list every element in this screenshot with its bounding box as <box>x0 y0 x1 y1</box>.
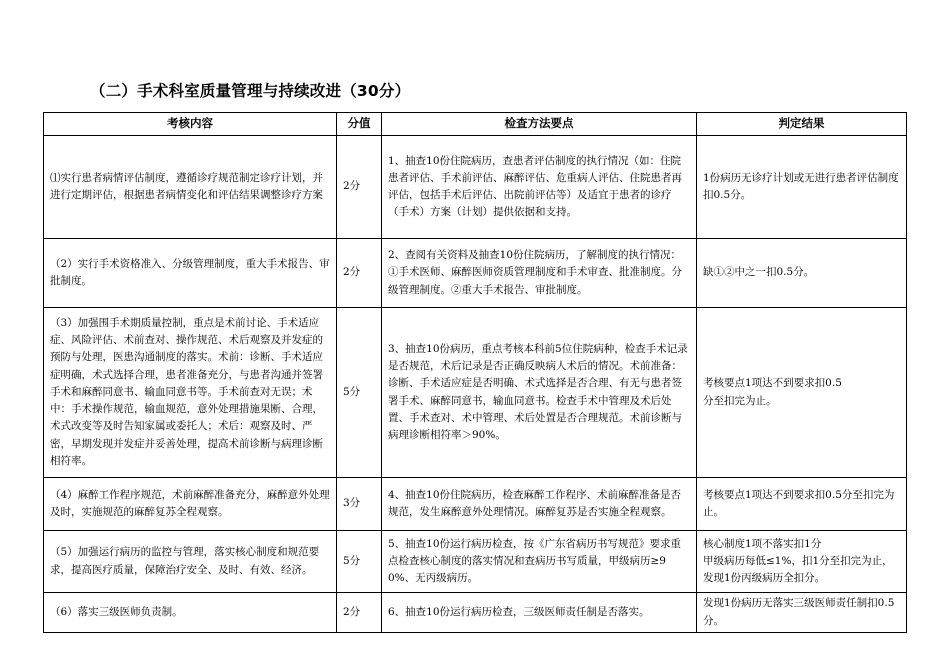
page-title: （二）手术科室质量管理与持续改进（30分） <box>90 82 411 100</box>
row-content: ⑴实行患者病情评估制度，遵循诊疗规范制定诊疗计划，并进行定期评估，根据患者病情变化和评估结果调整诊疗方案 <box>44 136 337 239</box>
row-result <box>697 136 907 239</box>
row-score: 2分 <box>337 136 382 239</box>
row-method: 5、抽查10份运行病历检查，按《广东省病历书写规范》要求重点检查核心制度的落实情况和查病历书写质量，甲级病历≥90%、无丙级病历。 <box>382 531 697 593</box>
table-row <box>44 531 907 593</box>
row-method: 2、查阅有关资料及抽查10份住院病历，了解制度的执行情况：①手术医师、麻醉医师资质管理制度和手术审查、批准制度。分级管理制度。②重大手术报告、审批制度。 <box>382 239 697 308</box>
row-method: 4、抽查10份住院病历，检查麻醉工作程序、术前麻醉准备是否规范，发生麻醉意外处理情况。麻醉复苏是否实施全程观察。 <box>382 478 697 531</box>
row-score: 2分 <box>337 239 382 308</box>
row-score: 2分 <box>337 593 382 633</box>
table-row <box>44 478 907 531</box>
row-content: （5）加强运行病历的监控与管理，落实核心制度和规范要求，提高医疗质量，保障治疗安全、及时、有效、经济。 <box>44 531 337 593</box>
result-line: 核心制度1项不落实扣1分 <box>703 537 822 550</box>
row-content: （2）实行手术资格准入、分级管理制度，重大手术报告、审批制度。 <box>44 239 337 308</box>
result-line: 甲级病历每低≤1%，扣1分至扣完为止，发现1份丙级病历全扣分。 <box>703 554 893 585</box>
row-result <box>697 239 907 308</box>
table-row <box>44 136 907 239</box>
result-line: 缺①②中之一扣0.5分。 <box>703 266 815 279</box>
row-result <box>697 593 907 633</box>
row-content: （3）加强围手术期质量控制，重点是术前讨论、手术适应症、风险评估、术前查对、操作规范、术后观察及并发症的预防与处理，医患沟通制度的落实。术前：诊断、手术适应症明确，术式选择合理，患者准备充分，与患者沟通并签署手术和麻醉同意书、输血同意书等。手术前查对无误；术中：手术操作规范，输血规范，意外处理措施果断、合理，术式改变等及时告知家属或委托人；术后：观察及时、严密，早期发现并发症并妥善处理，提高术前诊断与病理诊断相符率。 <box>44 308 337 478</box>
row-score: 5分 <box>337 531 382 593</box>
row-score: 3分 <box>337 478 382 531</box>
header-method: 检查方法要点 <box>382 113 697 136</box>
row-result <box>697 531 907 593</box>
result-line: 考核要点1项达不到要求扣0.5分至扣完为止。 <box>703 488 895 518</box>
row-score: 5分 <box>337 308 382 478</box>
header-score: 分值 <box>337 113 382 136</box>
table-header-row <box>44 113 907 136</box>
result-line: 分至扣完为止。 <box>703 394 777 407</box>
assessment-table <box>43 112 907 633</box>
row-result <box>697 478 907 531</box>
row-content: （4）麻醉工作程序规范，术前麻醉准备充分，麻醉意外处理及时，实施规范的麻醉复苏全程观察。 <box>44 478 337 531</box>
row-method: 3、抽查10份病历，重点考核本科前5位住院病种，检查手术记录是否规范，术后记录是否正确反映病人术后的情况。术前准备：诊断、手术适应症是否明确、术式选择是否合理、有无与患者签署手术、麻醉同意书，输血同意书。检查手术中管理及术后处置、手术查对、术中管理、术后处置是否合理规范。术前诊断与病理诊断相符率＞90%。 <box>382 308 697 478</box>
table-row <box>44 593 907 633</box>
result-line: 发现1份病历无落实三级医师责任制扣0.5分。 <box>703 597 895 627</box>
header-content: 考核内容 <box>44 113 337 136</box>
result-line: 1份病历无诊疗计划或无进行患者评估制度扣0.5分。 <box>703 171 899 201</box>
row-content: （6）落实三级医师负责制。 <box>44 593 337 633</box>
result-line: 考核要点1项达不到要求扣0.5 <box>703 377 842 390</box>
table-row <box>44 239 907 308</box>
row-method: 1、抽查10份住院病历，查患者评估制度的执行情况（如：住院患者评估、手术前评估、麻醉评估、危重病人评估、住院患者再评估，包括手术后评估、出院前评估等）及适宜于患者的诊疗（手术）方案（计划）提供依据和支持。 <box>382 136 697 239</box>
header-result: 判定结果 <box>697 113 907 136</box>
row-result <box>697 308 907 478</box>
row-method: 6、抽查10份运行病历检查，三级医师责任制是否落实。 <box>382 593 697 633</box>
table-row <box>44 308 907 478</box>
